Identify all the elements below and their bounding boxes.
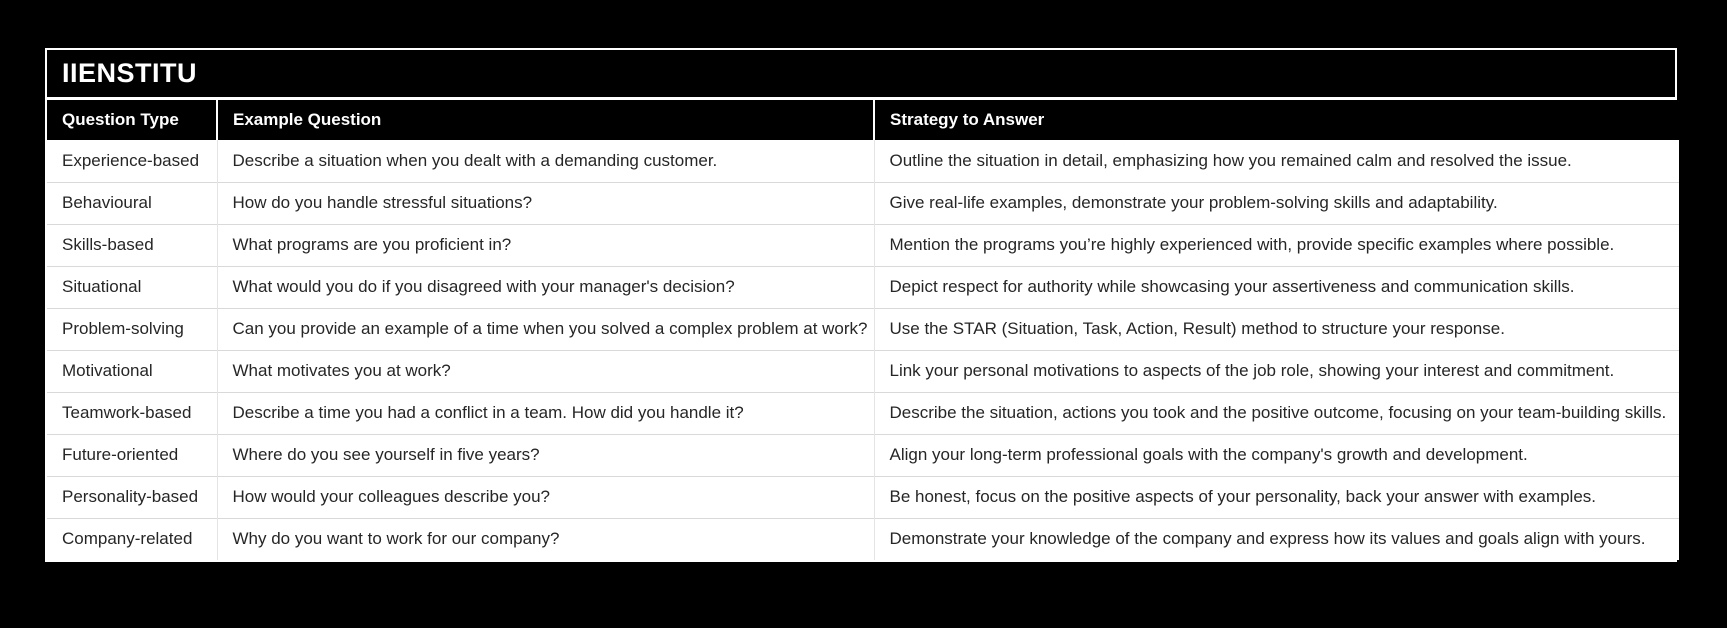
cell-strategy: Align your long-term professional goals with the company's growth and development. <box>874 434 1679 476</box>
table-row <box>47 224 1679 266</box>
cell-type: Situational <box>47 266 217 308</box>
table-row <box>47 518 1679 560</box>
brand-header <box>47 50 1675 100</box>
table-header <box>47 100 1679 140</box>
cell-type: Skills-based <box>47 224 217 266</box>
column-header-strategy: Strategy to Answer <box>874 100 1679 140</box>
cell-question: What would you do if you disagreed with your manager's decision? <box>217 266 874 308</box>
column-header-example-question: Example Question <box>217 100 874 140</box>
cell-type: Company-related <box>47 518 217 560</box>
cell-strategy: Describe the situation, actions you took and the positive outcome, focusing on your team-building skills. <box>874 392 1679 434</box>
cell-strategy: Link your personal motivations to aspects of the job role, showing your interest and commitment. <box>874 350 1679 392</box>
cell-question: Describe a situation when you dealt with a demanding customer. <box>217 140 874 182</box>
cell-question: Where do you see yourself in five years? <box>217 434 874 476</box>
cell-strategy: Demonstrate your knowledge of the company and express how its values and goals align with yours. <box>874 518 1679 560</box>
table-panel <box>45 48 1677 562</box>
table-row <box>47 140 1679 182</box>
cell-strategy: Be honest, focus on the positive aspects of your personality, back your answer with examples. <box>874 476 1679 518</box>
table-header-row <box>47 100 1679 140</box>
cell-type: Teamwork-based <box>47 392 217 434</box>
cell-type: Experience-based <box>47 140 217 182</box>
table-row <box>47 434 1679 476</box>
table-row <box>47 476 1679 518</box>
cell-question: Describe a time you had a conflict in a team. How did you handle it? <box>217 392 874 434</box>
column-header-question-type: Question Type <box>47 100 217 140</box>
cell-strategy: Give real-life examples, demonstrate your problem-solving skills and adaptability. <box>874 182 1679 224</box>
brand-title: IIENSTITU <box>62 58 198 88</box>
table-row <box>47 308 1679 350</box>
table-row <box>47 392 1679 434</box>
interview-questions-table <box>47 100 1679 560</box>
cell-question: What programs are you proficient in? <box>217 224 874 266</box>
cell-question: How would your colleagues describe you? <box>217 476 874 518</box>
cell-type: Behavioural <box>47 182 217 224</box>
cell-question: Why do you want to work for our company? <box>217 518 874 560</box>
cell-question: How do you handle stressful situations? <box>217 182 874 224</box>
table-row <box>47 266 1679 308</box>
cell-strategy: Depict respect for authority while showcasing your assertiveness and communication skills. <box>874 266 1679 308</box>
table-row <box>47 182 1679 224</box>
cell-strategy: Use the STAR (Situation, Task, Action, Result) method to structure your response. <box>874 308 1679 350</box>
cell-strategy: Mention the programs you’re highly experienced with, provide specific examples where possible. <box>874 224 1679 266</box>
table-row <box>47 350 1679 392</box>
cell-type: Future-oriented <box>47 434 217 476</box>
cell-type: Motivational <box>47 350 217 392</box>
cell-strategy: Outline the situation in detail, emphasizing how you remained calm and resolved the issue. <box>874 140 1679 182</box>
cell-question: Can you provide an example of a time when you solved a complex problem at work? <box>217 308 874 350</box>
cell-type: Personality-based <box>47 476 217 518</box>
cell-question: What motivates you at work? <box>217 350 874 392</box>
table-body <box>47 140 1679 560</box>
cell-type: Problem-solving <box>47 308 217 350</box>
